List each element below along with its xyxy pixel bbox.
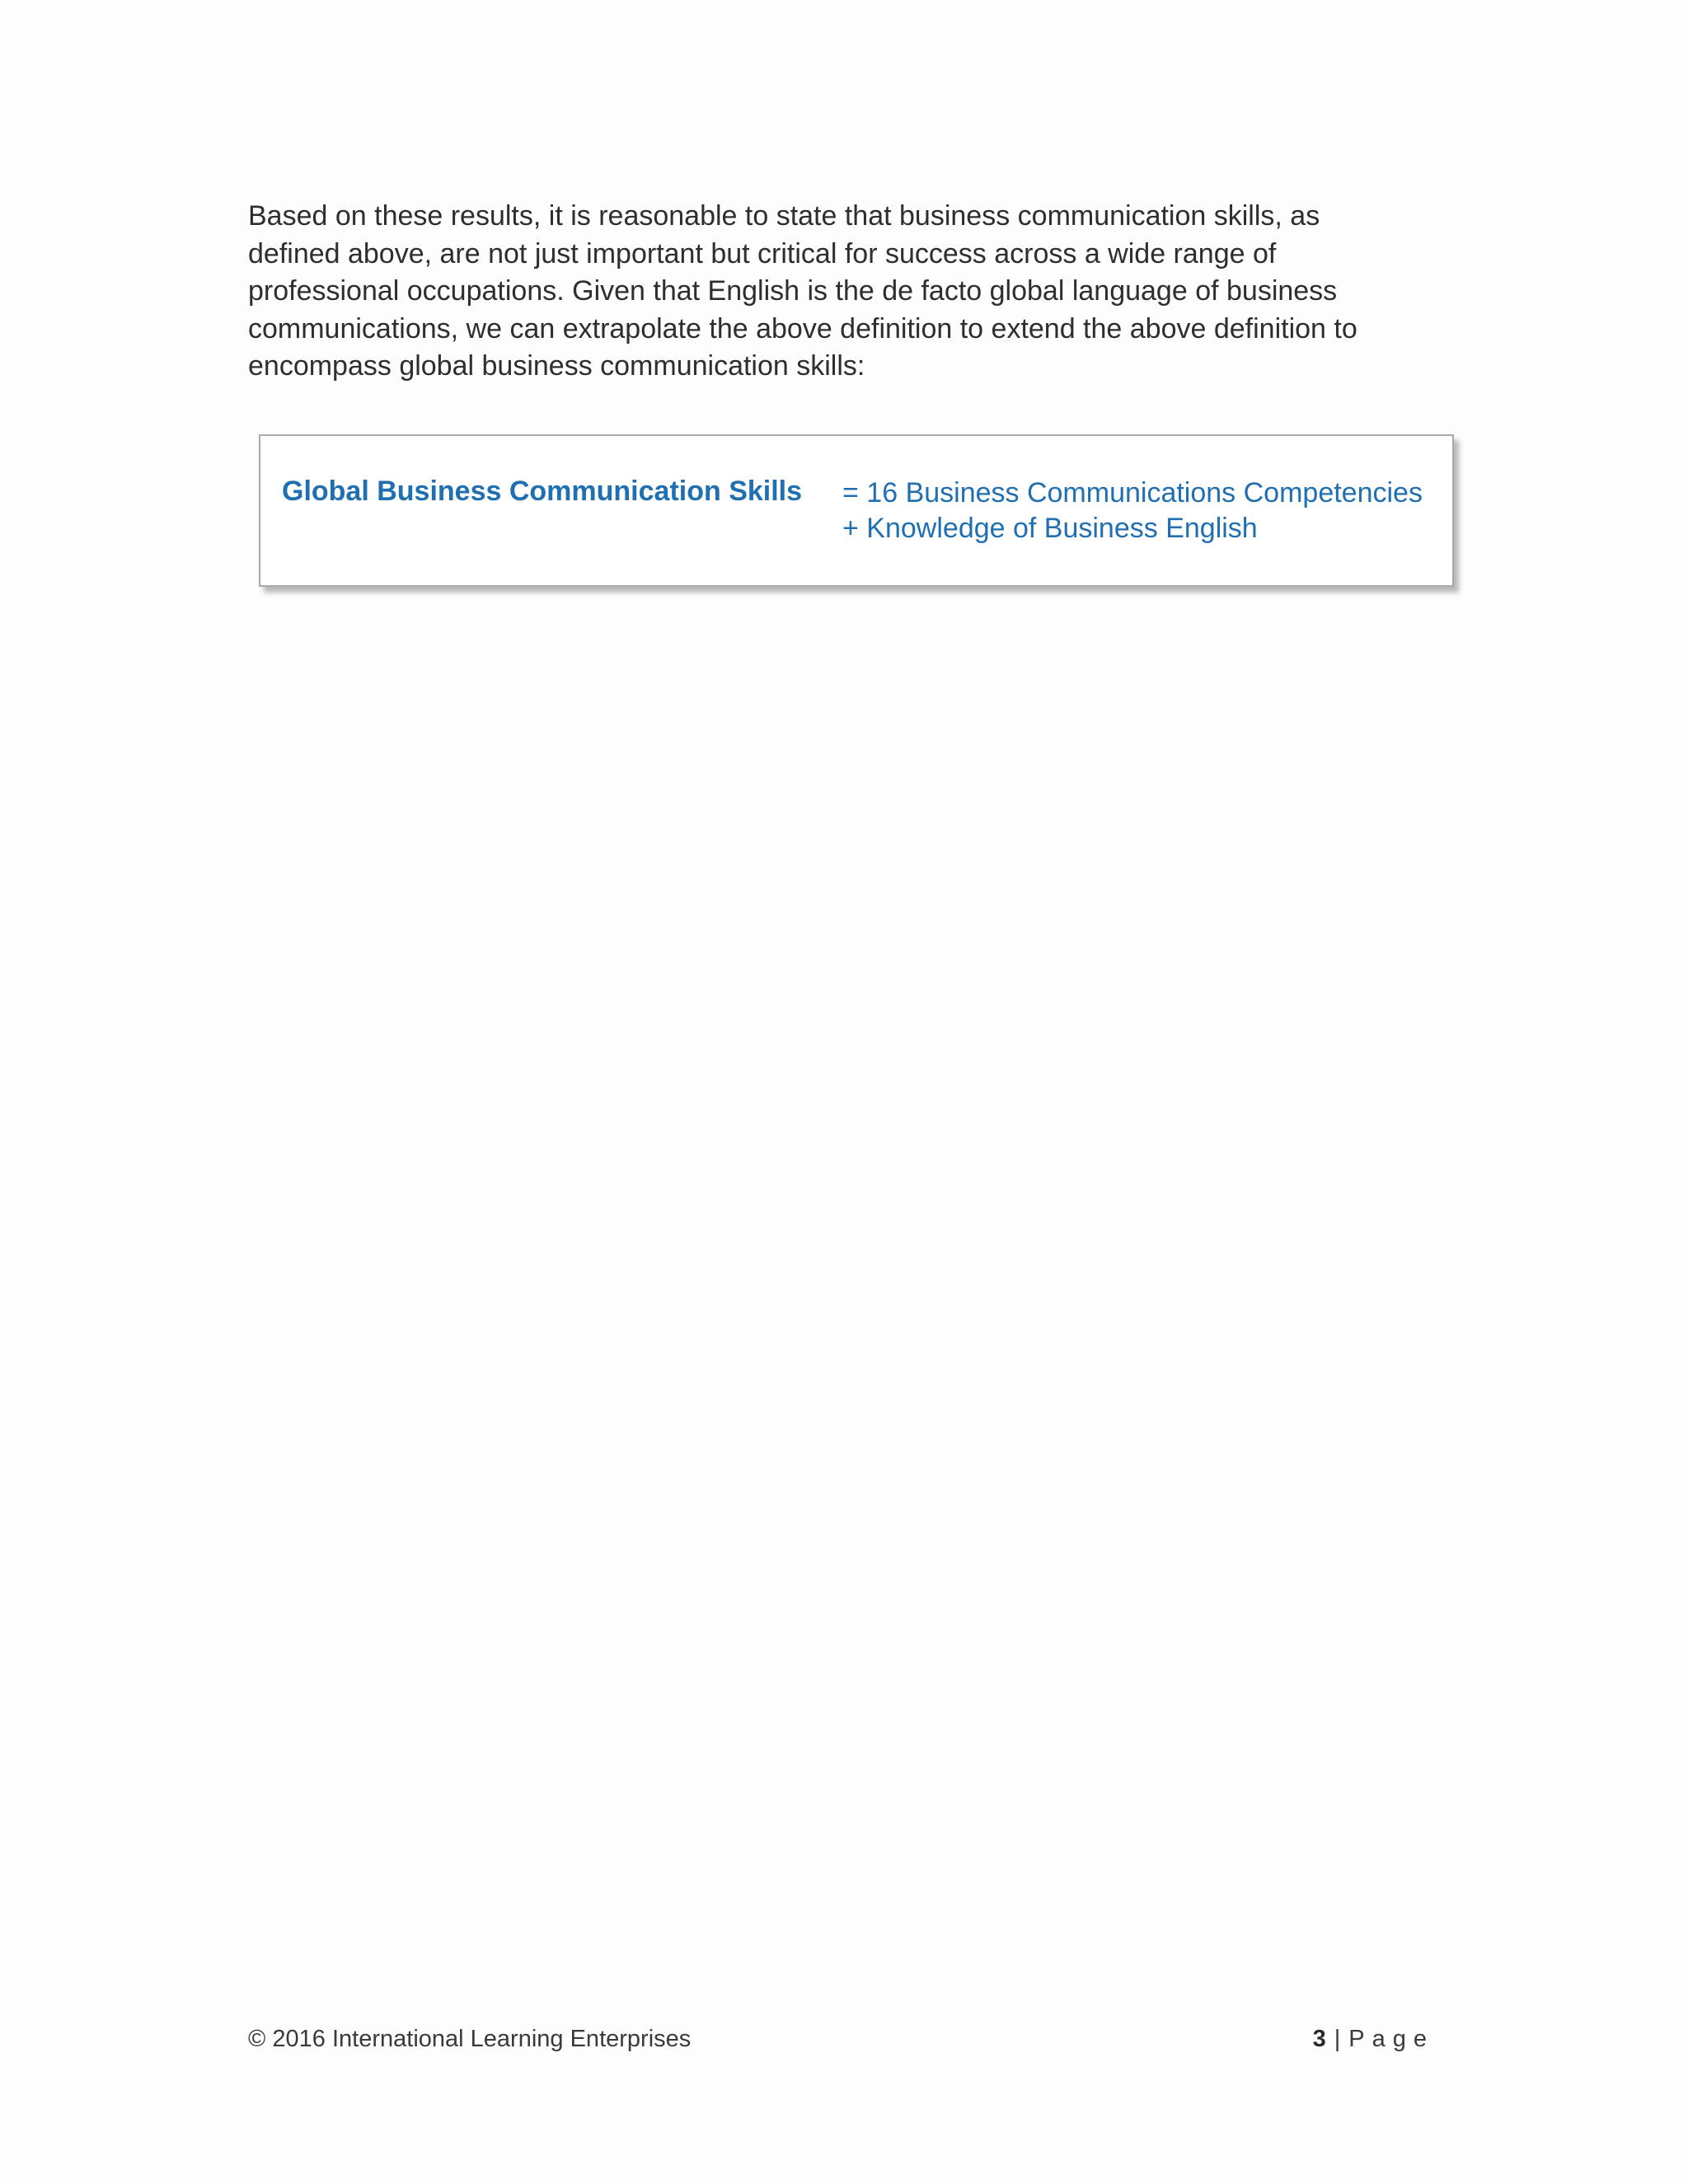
paragraph-line: communications, we can extrapolate the above definition to extend the above definition to xyxy=(248,312,1357,344)
formula-line-knowledge: + Knowledge of Business English xyxy=(842,513,1258,544)
footer-copyright: © 2016 International Learning Enterprises xyxy=(248,2026,692,2052)
body-paragraph xyxy=(248,198,1435,386)
paragraph-line: Based on these results, it is reasonable to state that business communication skills, as xyxy=(248,200,1320,232)
paragraph-line: professional occupations. Given that English is the de facto global language of business xyxy=(248,275,1338,307)
definition-formula xyxy=(842,476,1423,546)
page-label: Page xyxy=(1348,2026,1434,2052)
definition-term: Global Business Communication Skills xyxy=(282,476,803,507)
paragraph-line: defined above, are not just important but critical for success across a wide range of xyxy=(248,237,1277,269)
page-separator: | xyxy=(1334,2026,1341,2052)
page-number: 3 xyxy=(1312,2026,1326,2052)
paragraph-line: encompass global business communication skills: xyxy=(248,350,865,382)
definition-callout-box xyxy=(259,434,1454,587)
footer-page-indicator xyxy=(1313,2026,1434,2053)
formula-line-competencies: = 16 Business Communications Competencies xyxy=(842,477,1423,509)
